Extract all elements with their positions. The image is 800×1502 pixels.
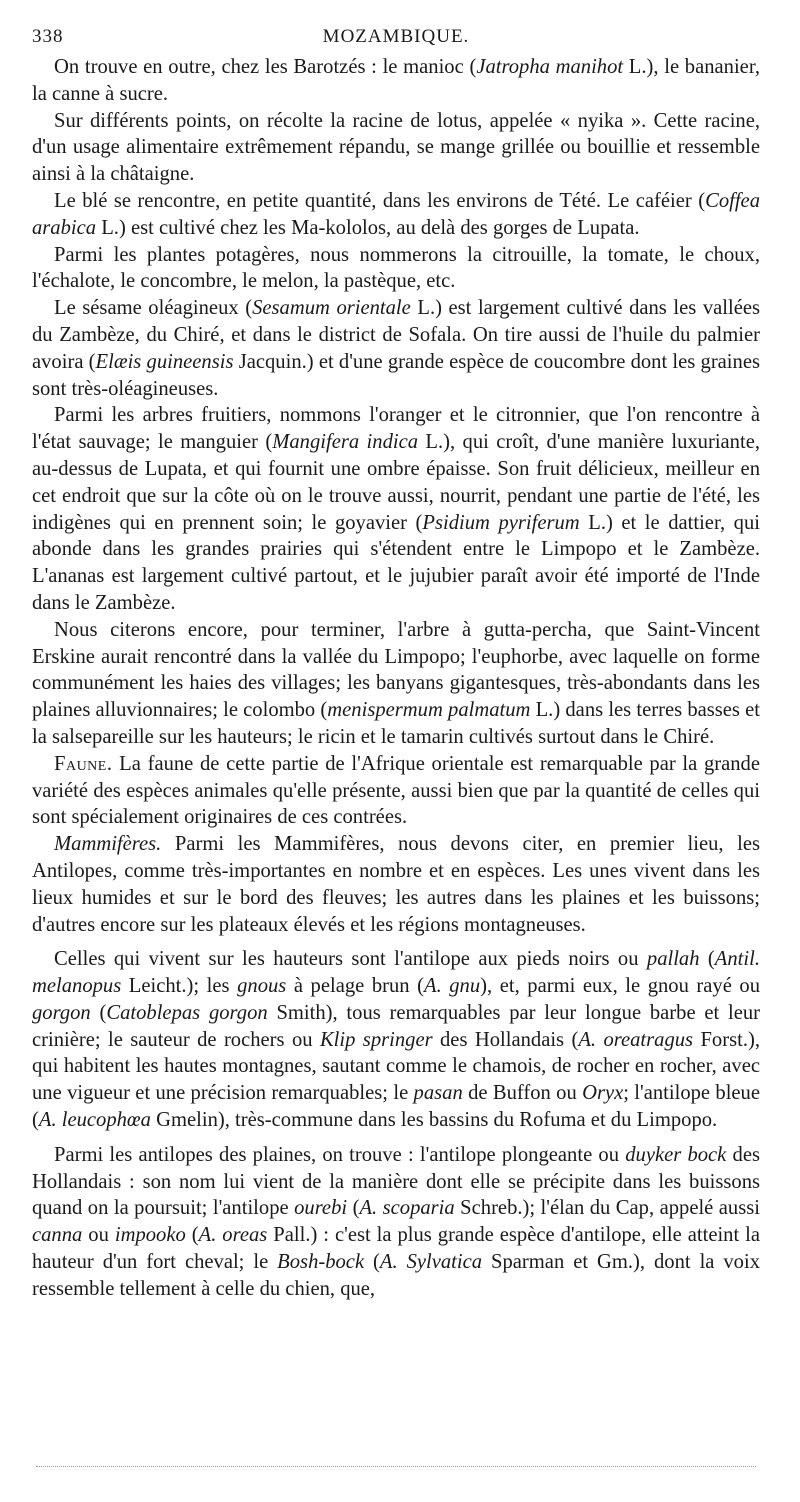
text-run: ; l'antilope bleue ( <box>32 1082 760 1132</box>
text-run: L.) est cultivé chez les Ma-kololos, au delà des gorges de Lupata. <box>96 216 640 239</box>
text-run: Forst.), qui habitent les hautes montagnes, sautant comme le chamois, de rocher en rocher, avec une vigueur et une précision remarquables; le <box>32 1028 760 1105</box>
paragraph-lotus <box>32 108 760 188</box>
text-run: Pall.) : c'est la plus grande espèce d'antilope, elle atteint la hauteur d'un fort cheval; le <box>32 1224 761 1274</box>
paragraph-gutta-percha <box>32 617 760 751</box>
italic-name: canna <box>32 1224 83 1247</box>
paragraph-potageres <box>32 242 760 296</box>
text-run: ( <box>364 1251 380 1274</box>
text-run: Sparman et Gm.), dont la voix ressemble tellement à celle du chien, que, <box>32 1251 760 1300</box>
italic-name: pallah <box>646 948 700 971</box>
italic-name: Elæis guineensis <box>95 350 234 373</box>
italic-name: A. Sylvatica <box>379 1251 483 1274</box>
italic-name: ourebi <box>294 1197 348 1220</box>
text-run: L.) dans les terres basses et la salsepareille sur les hauteurs; le ricin et le tamarin cultivés surtout dans le Chiré. <box>32 699 760 748</box>
text-run: ), et, parmi eux, le gnou rayé ou <box>480 975 761 998</box>
italic-name: Coffea arabica <box>32 189 760 239</box>
paragraph-sesame <box>32 295 760 402</box>
text-run: ( <box>699 948 715 971</box>
text-run: L.), le bananier, la canne à sucre. <box>32 56 760 105</box>
italic-name: pasan <box>413 1082 463 1105</box>
text-run: ( <box>185 1224 199 1247</box>
italic-name: Sesamum orientale <box>252 297 411 320</box>
italic-name: Oryx <box>582 1082 624 1105</box>
text-run: des Hollandais : son nom lui vient de la manière dont elle se précipite dans les buissons quand on la poursuit; l'antilope <box>32 1143 760 1220</box>
footer-rule <box>36 1466 756 1467</box>
italic-name: Bosh-bock <box>277 1251 365 1274</box>
section-heading: Faune. <box>54 752 113 775</box>
paragraph-ble-cafeier <box>32 188 760 242</box>
text-run: ( <box>90 1001 107 1024</box>
text-run: Parmi les plantes potagères, nous nommerons la citrouille, la tomate, le choux, l'échalote, le concombre, le melon, la pastèque, etc. <box>32 243 760 293</box>
text-run: Parmi les Mammifères, nous devons citer, en premier lieu, les Antilopes, comme très-importantes en nombre et en espèces. Les unes vivent dans les lieux humides et sur le bord des fleuves; les autres dans les plaines et les buissons; d'autres encore sur les plateaux élevés et les régions montagneuses. <box>32 833 760 936</box>
text-run: ou <box>82 1224 115 1247</box>
text-run: des Hollandais ( <box>432 1028 579 1051</box>
text-run: Celles qui vivent sur les hauteurs sont l'antilope aux pieds noirs ou <box>54 948 647 971</box>
italic-name: A. gnu <box>423 975 481 998</box>
text-run: Nous citerons encore, pour terminer, l'arbre à gutta-percha, que Saint-Vincent Erskine aurait rencontré dans la vallée du Limpopo; l'euphorbe, avec laquelle on forme communément les haies des villages; les banyans gigantesques, très-abondants dans les plaines alluvionnaires; le colombo ( <box>32 618 760 722</box>
body-text <box>32 54 760 1303</box>
italic-name: Catoblepas gorgon <box>106 1001 268 1024</box>
subsection-heading: Mammifères. <box>54 833 162 856</box>
italic-name: Mangifera indica <box>272 431 419 454</box>
text-run: Le sésame oléagineux ( <box>54 297 253 320</box>
paragraph-faune <box>32 751 760 831</box>
text-run: ( <box>347 1197 360 1220</box>
italic-name: Klip springer <box>319 1028 433 1051</box>
italic-name: Jatropha manihot <box>476 56 624 78</box>
text-run: Schreb.); l'élan du Cap, appelé aussi <box>454 1197 760 1220</box>
text-run: L.), qui croît, d'une manière luxuriante, au-dessus de Lupata, et qui fournit une ombre épaisse. Son fruit délicieux, meilleur en cet endroit que sur la côte où on le trouve aussi, nourrit, pendant une partie de l'été, les indigènes qui en prennent soin; le goyavier ( <box>32 431 760 534</box>
text-run: La faune de cette partie de l'Afrique orientale est remarquable par la grande variété des espèces animales qu'elle présente, aussi bien que par la quantité de celles qui sont spécialement originaires de ces contrées. <box>32 752 760 829</box>
italic-name: menispermum palmatum <box>327 699 531 722</box>
italic-name: A. leucophœa <box>38 1109 151 1132</box>
text-run: Leicht.); les <box>121 975 238 998</box>
paragraph-hauteurs <box>32 946 760 1134</box>
text-run: à pelage brun ( <box>286 975 424 998</box>
italic-name: duyker bock <box>625 1143 727 1166</box>
page-number: 338 <box>32 26 64 47</box>
italic-name: A. oreas <box>198 1224 268 1247</box>
italic-name: gorgon <box>32 1001 91 1024</box>
paragraph-fruitiers <box>32 402 760 616</box>
text-run: Smith), tous remarquables par leur longue barbe et leur crinière; le sauteur de rochers ou <box>32 1001 761 1051</box>
text-run: L.) est largement cultivé dans les vallées du Zambèze, du Chiré, et dans le district de Sofala. On tire aussi de l'huile du palmier avoira ( <box>32 297 760 373</box>
italic-name: Psidium pyriferum <box>422 511 580 534</box>
text-run: Jacquin.) et d'une grande espèce de coucombre dont les graines sont très-oléagineuses. <box>32 350 760 400</box>
running-head <box>32 26 760 54</box>
text-run: On trouve en outre, chez les Barotzés : le manioc ( <box>54 56 477 78</box>
italic-name: Antil. melanopus <box>32 948 760 998</box>
text-run: de Buffon ou <box>462 1082 583 1105</box>
paragraph-mammiferes <box>32 831 760 938</box>
italic-name: gnous <box>237 975 287 998</box>
chapter-title: MOZAMBIQUE. <box>322 26 470 47</box>
paragraph-manioc <box>32 54 760 108</box>
text-run: Le blé se rencontre, en petite quantité, dans les environs de Tété. Le caféier ( <box>54 189 706 212</box>
italic-name: A. oreatragus <box>578 1028 694 1051</box>
italic-name: A. scoparia <box>359 1197 455 1220</box>
text-run: Sur différents points, on récolte la racine de lotus, appelée « nyika ». Cette racine, d'un usage alimentaire extrêmement répandu, se mange grillée ou bouillie et ressemble ainsi à la châtaigne. <box>32 109 760 186</box>
text-run: L.) et le dattier, qui abonde dans les grandes prairies qui s'étendent entre le Limpopo et le Zambèze. L'ananas est largement cultivé partout, et le jujubier paraît avoir été importé de l'Inde dans le Zambèze. <box>32 511 760 614</box>
paragraph-plaines <box>32 1142 760 1303</box>
text-run: Parmi les antilopes des plaines, on trouve : l'antilope plongeante ou <box>54 1143 626 1166</box>
italic-name: impooko <box>114 1224 186 1247</box>
text-run: Gmelin), très-commune dans les bassins du Rofuma et du Limpopo. <box>150 1109 718 1132</box>
text-run: Parmi les arbres fruitiers, nommons l'oranger et le citronnier, que l'on rencontre à l'état sauvage; le manguier ( <box>32 404 760 454</box>
